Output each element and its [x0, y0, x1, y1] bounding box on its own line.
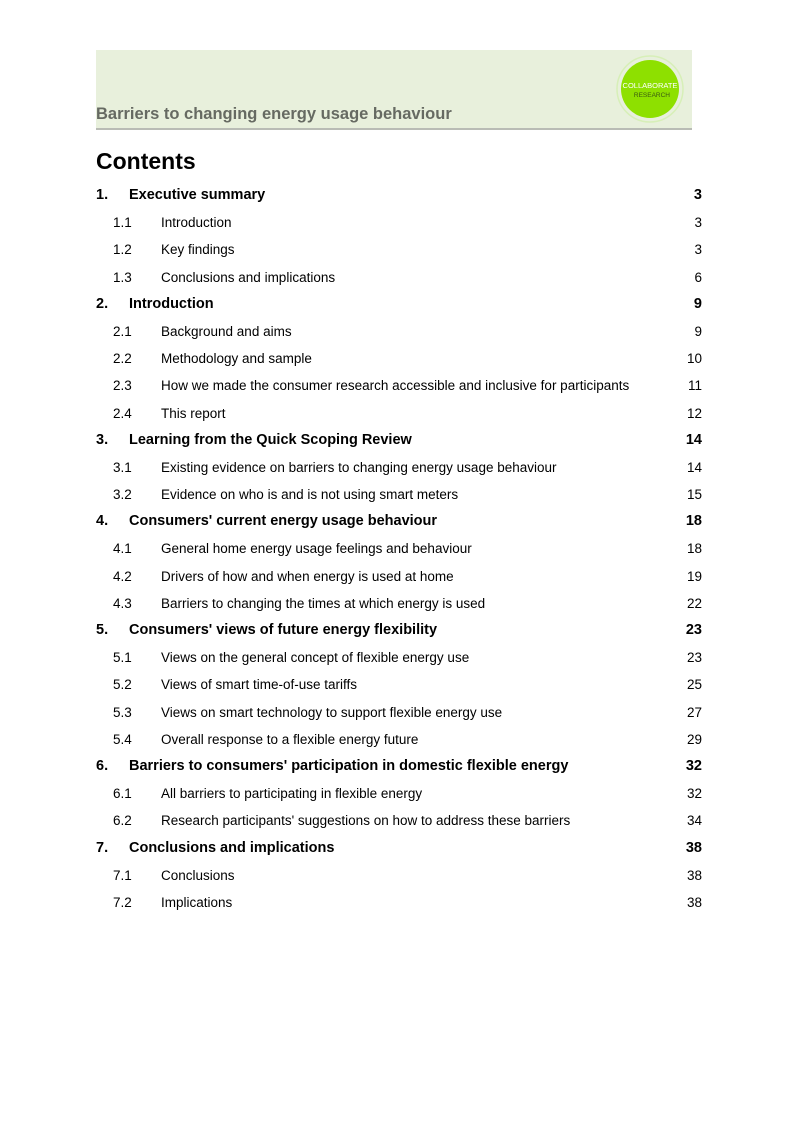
- toc-section-4[interactable]: [96, 508, 702, 535]
- toc-item-label: Methodology and sample: [161, 351, 312, 367]
- toc-item-page: 38: [686, 894, 702, 910]
- toc-item-num: 5.1: [113, 650, 132, 666]
- toc-item-3-2[interactable]: [96, 481, 702, 508]
- toc-item-1-1[interactable]: [96, 209, 702, 236]
- toc-section-num: 2.: [96, 295, 109, 312]
- toc-section-label: Consumers' current energy usage behaviour: [129, 513, 438, 530]
- svg-text:COLLABORATE: COLLABORATE: [622, 81, 678, 90]
- toc-item-label: Views of smart time-of-use tariffs: [161, 677, 358, 693]
- toc-item-label: How we made the consumer research accessible and inclusive for participants: [161, 378, 630, 394]
- toc-item-page: 27: [686, 704, 702, 720]
- toc-item-num: 3.2: [113, 487, 132, 503]
- toc-item-page: 10: [686, 351, 702, 367]
- toc-section-page: 9: [693, 295, 702, 312]
- toc-item-2-3[interactable]: [96, 372, 702, 399]
- toc-item-3-1[interactable]: [96, 454, 702, 481]
- toc-section-label: Barriers to consumers' participation in domestic flexible energy: [129, 757, 569, 774]
- toc-item-page: 6: [694, 269, 702, 285]
- toc-section-label: Consumers' views of future energy flexibility: [129, 622, 438, 638]
- toc-item-label: Research participants' suggestions on how to address these barriers: [161, 813, 571, 829]
- toc-section-num: 1.: [96, 187, 109, 203]
- toc-item-1-2[interactable]: [96, 236, 702, 263]
- toc-item-num: 7.1: [113, 867, 132, 883]
- toc-item-page: 19: [686, 568, 702, 584]
- toc-item-page: 32: [686, 786, 702, 802]
- toc-item-7-1[interactable]: [96, 862, 702, 889]
- toc-section-num: 6.: [96, 757, 109, 774]
- toc-item-page: 12: [686, 405, 702, 421]
- toc-item-num: 2.1: [113, 323, 132, 339]
- toc-section-num: 5.: [96, 622, 109, 638]
- toc-item-num: 2.3: [113, 378, 132, 394]
- toc-section-2[interactable]: [96, 291, 702, 318]
- contents-heading: Contents: [96, 148, 196, 174]
- toc-item-num: 7.2: [113, 894, 132, 910]
- toc-section-num: 7.: [96, 839, 109, 856]
- toc-item-5-2[interactable]: [96, 671, 702, 698]
- toc-item-num: 1.1: [113, 215, 132, 231]
- toc-section-label: Introduction: [129, 295, 214, 312]
- toc-section-5[interactable]: [96, 617, 702, 644]
- toc-item-label: Conclusions: [161, 867, 235, 883]
- toc-item-label: Conclusions and implications: [161, 269, 336, 285]
- toc-item-num: 3.1: [113, 459, 132, 475]
- toc-item-label: All barriers to participating in flexible energy: [161, 786, 423, 802]
- toc-section-page: 14: [685, 431, 702, 448]
- toc-item-label: Background and aims: [161, 323, 292, 339]
- toc-item-page: 34: [686, 813, 702, 829]
- toc-section-page: 18: [685, 513, 702, 530]
- toc-section-3[interactable]: [96, 427, 702, 454]
- toc-item-page: 23: [686, 650, 702, 666]
- toc-item-1-3[interactable]: [96, 264, 702, 291]
- toc-section-label: Executive summary: [129, 187, 266, 203]
- toc-item-num: 6.1: [113, 786, 132, 802]
- toc-item-page: 29: [686, 731, 702, 747]
- toc-section-1[interactable]: [96, 182, 702, 209]
- toc-item-label: This report: [161, 405, 226, 421]
- toc-section-num: 3.: [96, 431, 109, 448]
- toc-section-label: Learning from the Quick Scoping Review: [129, 431, 412, 448]
- toc-item-label: Drivers of how and when energy is used at home: [161, 568, 454, 584]
- toc-item-page: 38: [686, 867, 702, 883]
- toc-item-num: 5.2: [113, 677, 132, 693]
- toc-item-page: 15: [686, 487, 702, 503]
- toc-section-page: 23: [685, 622, 702, 638]
- toc-item-6-1[interactable]: [96, 780, 702, 807]
- toc-item-num: 1.2: [113, 242, 132, 258]
- document-title: Barriers to changing energy usage behaviour: [96, 105, 452, 123]
- toc-item-2-2[interactable]: [96, 345, 702, 372]
- toc-item-page: 22: [686, 595, 702, 611]
- toc-item-5-4[interactable]: [96, 726, 702, 753]
- toc-item-6-2[interactable]: [96, 807, 702, 834]
- toc-item-label: Views on smart technology to support flexible energy use: [161, 704, 503, 720]
- toc-section-7[interactable]: [96, 835, 702, 862]
- toc-item-label: Introduction: [161, 215, 232, 231]
- toc-item-num: 2.2: [113, 351, 132, 367]
- toc-item-page: 9: [694, 323, 702, 339]
- toc-item-page: 3: [694, 215, 702, 231]
- toc-item-label: Existing evidence on barriers to changing energy usage behaviour: [161, 459, 557, 475]
- toc-item-page: 14: [686, 459, 702, 475]
- toc-item-num: 4.1: [113, 541, 132, 557]
- toc-item-4-1[interactable]: [96, 535, 702, 562]
- toc-item-label: Key findings: [161, 242, 235, 258]
- toc-item-4-2[interactable]: [96, 563, 702, 590]
- toc-item-num: 6.2: [113, 813, 132, 829]
- toc-item-label: Overall response to a flexible energy future: [161, 731, 419, 747]
- toc-item-num: 2.4: [113, 405, 132, 421]
- toc-item-page: 25: [686, 677, 702, 693]
- toc-item-label: Barriers to changing the times at which energy is used: [161, 595, 486, 611]
- toc-item-num: 1.3: [113, 269, 132, 285]
- table-of-contents: [96, 182, 702, 916]
- toc-section-num: 4.: [96, 513, 109, 530]
- toc-item-page: 18: [686, 541, 702, 557]
- toc-item-page: 3: [694, 242, 702, 258]
- toc-item-label: Implications: [161, 894, 233, 910]
- toc-section-label: Conclusions and implications: [129, 839, 335, 856]
- toc-section-page: 32: [685, 757, 702, 774]
- toc-item-num: 5.4: [113, 731, 132, 747]
- toc-item-5-1[interactable]: [96, 644, 702, 671]
- collaborate-research-logo-icon: [616, 55, 684, 123]
- toc-item-label: Views on the general concept of flexible energy use: [161, 650, 470, 666]
- toc-section-page: 3: [693, 187, 702, 203]
- toc-item-label: General home energy usage feelings and behaviour: [161, 541, 472, 557]
- toc-item-2-4[interactable]: [96, 400, 702, 427]
- toc-item-2-1[interactable]: [96, 318, 702, 345]
- svg-text:RESEARCH: RESEARCH: [633, 92, 670, 99]
- toc-item-7-2[interactable]: [96, 889, 702, 916]
- toc-section-6[interactable]: [96, 753, 702, 780]
- toc-section-page: 38: [685, 839, 702, 856]
- toc-item-num: 4.2: [113, 568, 132, 584]
- toc-item-page: 11: [687, 378, 702, 394]
- toc-item-label: Evidence on who is and is not using smart meters: [161, 487, 459, 503]
- toc-item-num: 4.3: [113, 595, 132, 611]
- toc-item-5-3[interactable]: [96, 699, 702, 726]
- toc-item-4-3[interactable]: [96, 590, 702, 617]
- page-header: [96, 50, 692, 130]
- toc-item-num: 5.3: [113, 704, 132, 720]
